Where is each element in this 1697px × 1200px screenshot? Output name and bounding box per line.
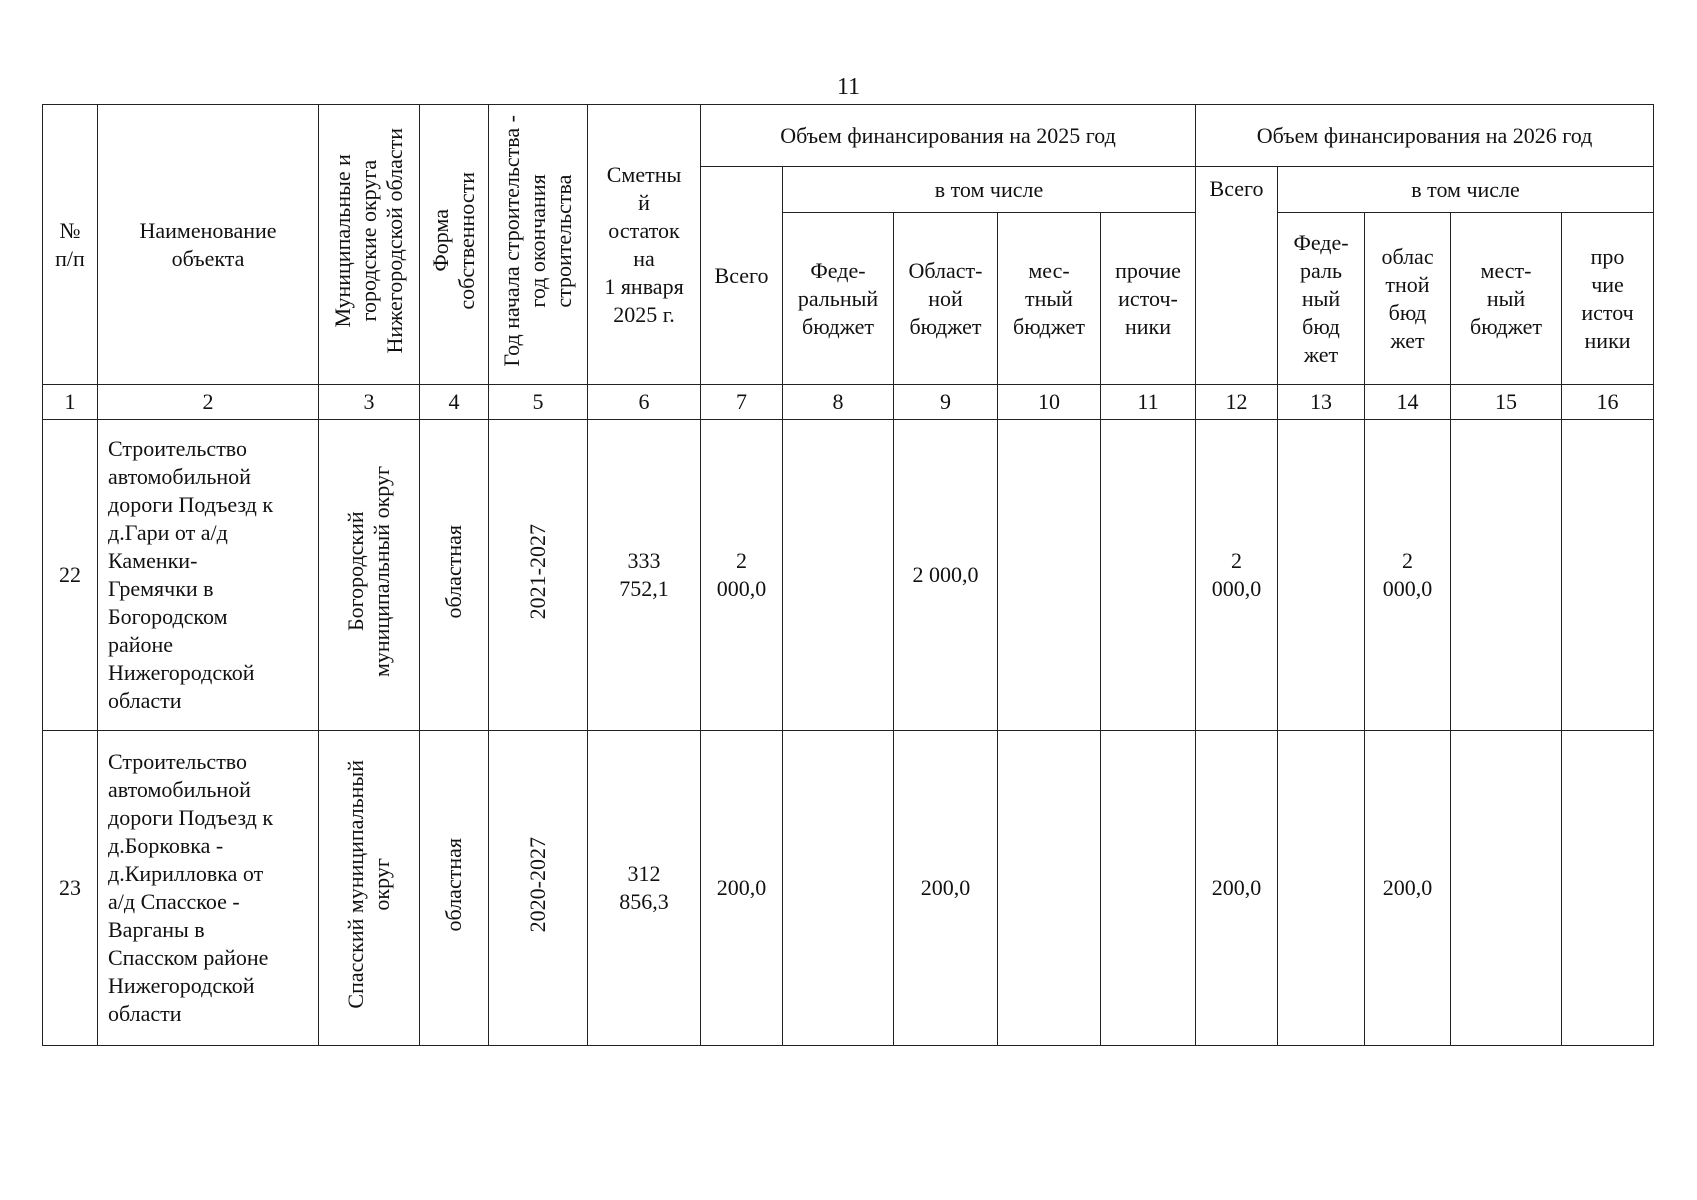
local-2025 — [998, 420, 1101, 731]
header-regional-2025: Област- ной бюджет — [894, 213, 998, 385]
header-including-2025: в том числе — [783, 167, 1196, 213]
total-2026: 200,0 — [1196, 731, 1278, 1046]
header-total-2025: Всего — [701, 167, 783, 385]
local-2026 — [1451, 420, 1562, 731]
estimate-balance: 312 856,3 — [588, 731, 701, 1046]
ownership: областная — [420, 731, 489, 1046]
header-row-1 — [43, 105, 1654, 167]
header-okrug: Муниципальные и городские округа Нижегородской области — [319, 105, 420, 385]
page-number: 11 — [836, 74, 861, 100]
header-group-2026: Объем финансирования на 2026 год — [1196, 105, 1654, 167]
row-number: 22 — [43, 420, 98, 731]
federal-2026 — [1278, 420, 1365, 731]
regional-2025: 2 000,0 — [894, 420, 998, 731]
header-federal-2026: Феде- раль ный бюд жет — [1278, 213, 1365, 385]
ownership: областная — [420, 420, 489, 731]
local-2025 — [998, 731, 1101, 1046]
federal-2026 — [1278, 731, 1365, 1046]
column-number: 11 — [1101, 385, 1196, 420]
construction-years: 2020-2027 — [489, 731, 588, 1046]
header-total-2026: Всего — [1196, 167, 1278, 385]
other-2026 — [1562, 420, 1654, 731]
column-number: 15 — [1451, 385, 1562, 420]
column-number: 2 — [98, 385, 319, 420]
header-years: Год начала строительства - год окончания строительства — [489, 105, 588, 385]
table-row — [43, 420, 1654, 731]
column-number: 9 — [894, 385, 998, 420]
column-number: 16 — [1562, 385, 1654, 420]
other-2025 — [1101, 420, 1196, 731]
total-2025: 2 000,0 — [701, 420, 783, 731]
other-2026 — [1562, 731, 1654, 1046]
column-number: 4 — [420, 385, 489, 420]
estimate-balance: 333 752,1 — [588, 420, 701, 731]
header-group-2025: Объем финансирования на 2025 год — [701, 105, 1196, 167]
column-number: 1 — [43, 385, 98, 420]
header-regional-2026: облас тной бюд жет — [1365, 213, 1451, 385]
column-number: 5 — [489, 385, 588, 420]
header-including-2026: в том числе — [1278, 167, 1654, 213]
total-2026: 2 000,0 — [1196, 420, 1278, 731]
header-other-2026: про чие источ ники — [1562, 213, 1654, 385]
okrug: Спасский муниципальный округ — [319, 731, 420, 1046]
header-number: № п/п — [43, 105, 98, 385]
federal-2025 — [783, 420, 894, 731]
header-estimate-balance: Сметны й остаток на 1 января 2025 г. — [588, 105, 701, 385]
table-row — [43, 731, 1654, 1046]
header-local-2026: мест- ный бюджет — [1451, 213, 1562, 385]
local-2026 — [1451, 731, 1562, 1046]
object-name: Строительство автомобильной дороги Подъезд к д.Борковка - д.Кирилловка от а/д Спасское - Варганы в Спасском районе Нижегородской области — [98, 731, 319, 1046]
header-federal-2025: Феде- ральный бюджет — [783, 213, 894, 385]
column-number: 12 — [1196, 385, 1278, 420]
header-local-2025: мес- тный бюджет — [998, 213, 1101, 385]
construction-years: 2021-2027 — [489, 420, 588, 731]
row-number: 23 — [43, 731, 98, 1046]
column-number: 13 — [1278, 385, 1365, 420]
column-number: 7 — [701, 385, 783, 420]
column-number: 10 — [998, 385, 1101, 420]
header-other-2025: прочие источ- ники — [1101, 213, 1196, 385]
column-number: 14 — [1365, 385, 1451, 420]
column-number: 8 — [783, 385, 894, 420]
column-number: 6 — [588, 385, 701, 420]
object-name: Строительство автомобильной дороги Подъезд к д.Гари от а/д Каменки- Гремячки в Богородском районе Нижегородской области — [98, 420, 319, 731]
header-ownership: Форма собственности — [420, 105, 489, 385]
okrug: Богородский муниципальный округ — [319, 420, 420, 731]
regional-2026: 200,0 — [1365, 731, 1451, 1046]
financing-table — [42, 104, 1654, 1046]
federal-2025 — [783, 731, 894, 1046]
total-2025: 200,0 — [701, 731, 783, 1046]
regional-2026: 2 000,0 — [1365, 420, 1451, 731]
other-2025 — [1101, 731, 1196, 1046]
column-number: 3 — [319, 385, 420, 420]
regional-2025: 200,0 — [894, 731, 998, 1046]
column-number-row — [43, 385, 1654, 420]
header-object-name: Наименование объекта — [98, 105, 319, 385]
